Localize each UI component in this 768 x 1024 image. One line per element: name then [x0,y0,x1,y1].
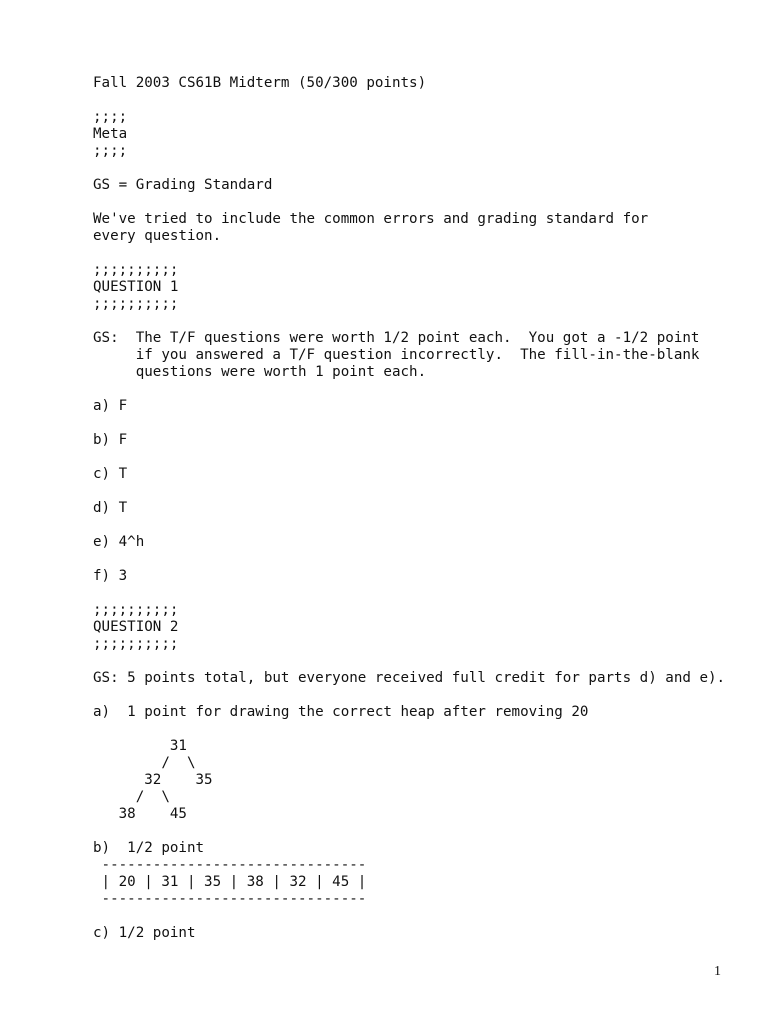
section-divider: ;;;; [93,109,128,125]
intro-text: We've tried to include the common errors and grading standard for [93,211,649,227]
heap-diagram-line: 38 45 [93,806,187,822]
array-diagram-line: ------------------------------- [93,857,367,873]
q1-grading-standard: GS: The T/F questions were worth 1/2 point each. You got a -1/2 point [93,330,700,346]
heap-diagram-line: / \ [93,755,196,771]
q2-answer-b: b) 1/2 point [93,840,205,856]
blank-line [93,721,753,738]
blank-line [93,483,753,500]
q2-answer-a: a) 1 point for drawing the correct heap after removing 20 [93,704,589,720]
blank-line [93,92,753,109]
q1-answer-f: f) 3 [93,568,128,584]
section-divider: ;;;;;;;;;; [93,636,179,652]
array-diagram-line: | 20 | 31 | 35 | 38 | 32 | 45 | [93,874,367,890]
q1-answer-d: d) T [93,500,128,516]
intro-text: every question. [93,228,222,244]
blank-line [93,160,753,177]
blank-line [93,551,753,568]
doc-title: Fall 2003 CS61B Midterm (50/300 points) [93,75,427,91]
q1-answer-a: a) F [93,398,128,414]
blank-line [93,313,753,330]
blank-line [93,585,753,602]
q1-grading-standard: if you answered a T/F question incorrectly. The fill-in-the-blank [93,347,700,363]
heap-diagram-line: 32 35 [93,772,213,788]
blank-line [93,245,753,262]
section-heading-meta: Meta [93,126,128,142]
blank-line [93,449,753,466]
section-heading-question-2: QUESTION 2 [93,619,179,635]
section-divider: ;;;;;;;;;; [93,296,179,312]
section-divider: ;;;;;;;;;; [93,602,179,618]
q2-grading-standard: GS: 5 points total, but everyone received full credit for parts d) and e). [93,670,726,686]
document-body [93,75,753,942]
blank-line [93,415,753,432]
blank-line [93,653,753,670]
section-divider: ;;;; [93,143,128,159]
blank-line [93,823,753,840]
q1-answer-e: e) 4^h [93,534,145,550]
gs-definition: GS = Grading Standard [93,177,273,193]
blank-line [93,194,753,211]
q1-answer-b: b) F [93,432,128,448]
heap-diagram-line: / \ [93,789,170,805]
array-diagram-line: ------------------------------- [93,891,367,907]
section-divider: ;;;;;;;;;; [93,262,179,278]
heap-diagram-line: 31 [93,738,187,754]
q2-answer-c: c) 1/2 point [93,925,196,941]
q1-answer-c: c) T [93,466,128,482]
blank-line [93,908,753,925]
page-number: 1 [714,964,721,979]
blank-line [93,517,753,534]
q1-grading-standard: questions were worth 1 point each. [93,364,427,380]
blank-line [93,687,753,704]
blank-line [93,381,753,398]
section-heading-question-1: QUESTION 1 [93,279,179,295]
